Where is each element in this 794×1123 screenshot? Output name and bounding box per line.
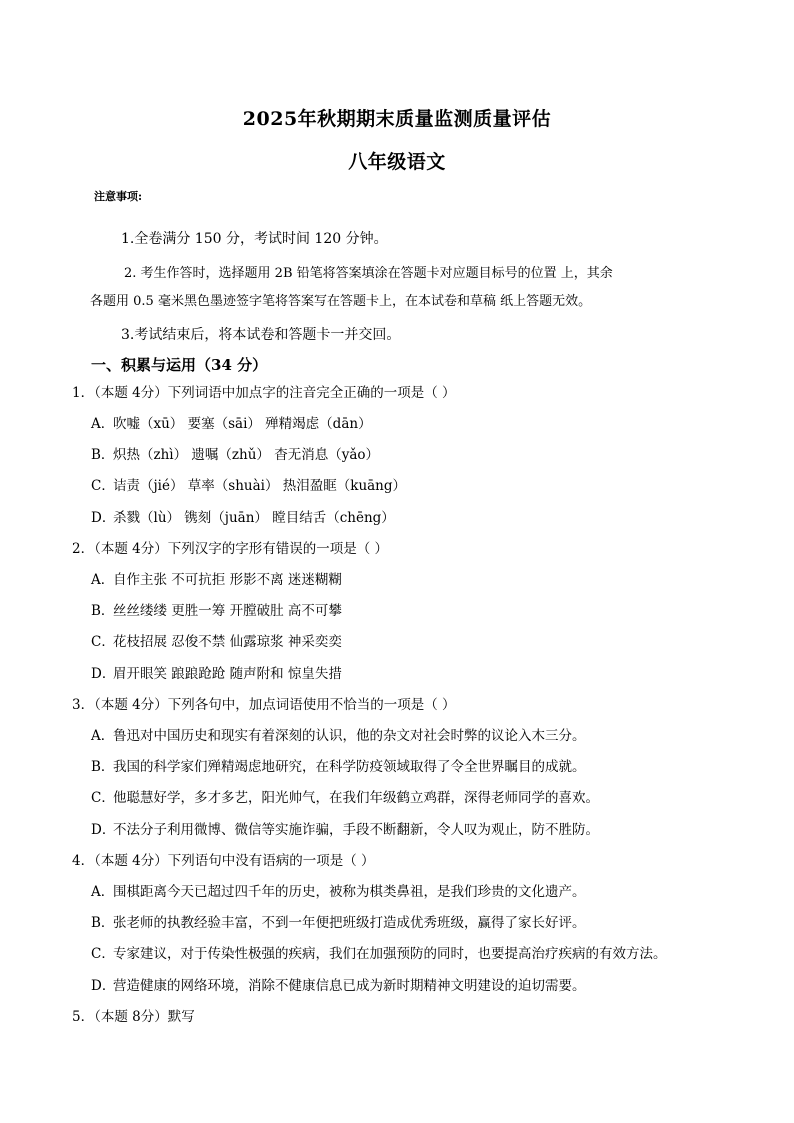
option-letter: D． [91,666,116,682]
q4-option-a [91,880,586,900]
question-2-stem: 2．（本题 4分）下列汉字的字形有错误的一项是（ ） [72,541,389,557]
note-item-2-cont: 各题用 0.5 毫米黑色墨迹签字笔将答案写在答题卡上，在本试卷和草稿 纸上答题无效。 [90,294,592,309]
option-text: 我国的科学家们殚精竭虑地研究，在科学防疫领域取得了令全世界瞩目的成就。 [113,759,586,775]
option-letter: C． [91,634,115,650]
notes-heading: 注意事项: [94,190,143,203]
option-letter: B． [91,447,115,463]
option-text: 诘责（jié） 草率（shuài） 热泪盈眶（kuāng） [113,478,407,494]
q2-option-d [91,662,342,682]
q3-option-c [91,786,599,806]
option-text: 吹嘘（xū） 要塞（sāi） 殚精竭虑（dān） [113,416,372,432]
option-letter: B． [91,915,115,931]
section-title: 一、积累与运用（34 分） [91,356,268,374]
option-letter: D． [91,510,116,526]
q4-option-b [91,911,586,931]
option-text: 眉开眼笑 踉踉跄跄 随声附和 惊皇失措 [113,666,342,682]
option-letter: D． [91,978,116,994]
option-text: 他聪慧好学，多才多艺，阳光帅气，在我们年级鹤立鸡群，深得老师同学的喜欢。 [113,790,599,806]
q2-option-c [91,630,342,650]
option-letter: D． [91,822,116,838]
option-letter: B． [91,603,115,619]
option-letter: A． [91,416,115,432]
option-letter: A． [91,728,115,744]
q3-option-b [91,755,586,775]
note-item-3: 3.考试结束后，将本试卷和答题卡一并交回。 [121,327,401,343]
option-text: 围棋距离今天已超过四千年的历史，被称为棋类鼻祖，是我们珍贵的文化遗产。 [113,884,586,900]
exam-subtitle: 八年级语文 [348,151,446,173]
q2-option-b [91,599,342,619]
option-text: 营造健康的网络环境，消除不健康信息已成为新时期精神文明建设的迫切需要。 [113,978,586,994]
option-letter: B． [91,759,115,775]
note-item-1: 1.全卷满分 150 分，考试时间 120 分钟。 [121,231,388,247]
option-letter: A． [91,884,115,900]
q1-option-b [91,443,379,463]
option-text: 不法分子利用微博、微信等实施诈骗，手段不断翻新，令人叹为观止，防不胜防。 [113,822,599,838]
q3-option-a [91,724,586,744]
option-text: 鲁迅对中国历史和现实有着深刻的认识，他的杂文对社会时弊的议论入木三分。 [113,728,586,744]
option-letter: C． [91,946,115,962]
question-4-stem: 4．（本题 4分）下列语句中没有语病的一项是（ ） [72,853,375,869]
option-text: 杀戮（lù） 镌刻（juān） 瞠目结舌（chēng） [113,510,395,526]
q1-option-c [91,474,406,494]
question-1-stem: 1．（本题 4分）下列词语中加点字的注音完全正确的一项是（ ） [72,385,456,401]
option-letter: C． [91,790,115,806]
option-text: 丝丝缕缕 更胜一筹 开膛破肚 高不可攀 [113,603,342,619]
question-5-stem: 5．（本题 8分）默写 [72,1009,195,1025]
option-letter: C． [91,478,115,494]
question-3-stem: 3．（本题 4分）下列各句中，加点词语使用不恰当的一项是（ ） [72,697,456,713]
option-text: 张老师的执教经验丰富，不到一年便把班级打造成优秀班级，赢得了家长好评。 [113,915,586,931]
q3-option-d [91,818,599,838]
option-letter: A． [91,572,115,588]
q2-option-a [91,568,342,588]
q4-option-d [91,974,586,994]
option-text: 炽热（zhì） 遗嘱（zhǔ） 杳无消息（yǎo） [113,447,380,463]
option-text: 自作主张 不可抗拒 形影不离 迷迷糊糊 [113,572,342,588]
q1-option-a [91,412,372,432]
exam-title: 2025年秋期期末质量监测质量评估 [242,108,552,130]
q1-option-d [91,506,395,526]
note-item-2: 2. 考生作答时，选择题用 2B 铅笔将答案填涂在答题卡对应题目标号的位置 上，其余 [124,266,613,281]
option-text: 专家建议，对于传染性极强的疾病，我们在加强预防的同时，也要提高治疗疾病的有效方法。 [113,946,667,962]
option-text: 花枝招展 忍俊不禁 仙露琼浆 神采奕奕 [113,634,342,650]
q4-option-c [91,942,667,962]
